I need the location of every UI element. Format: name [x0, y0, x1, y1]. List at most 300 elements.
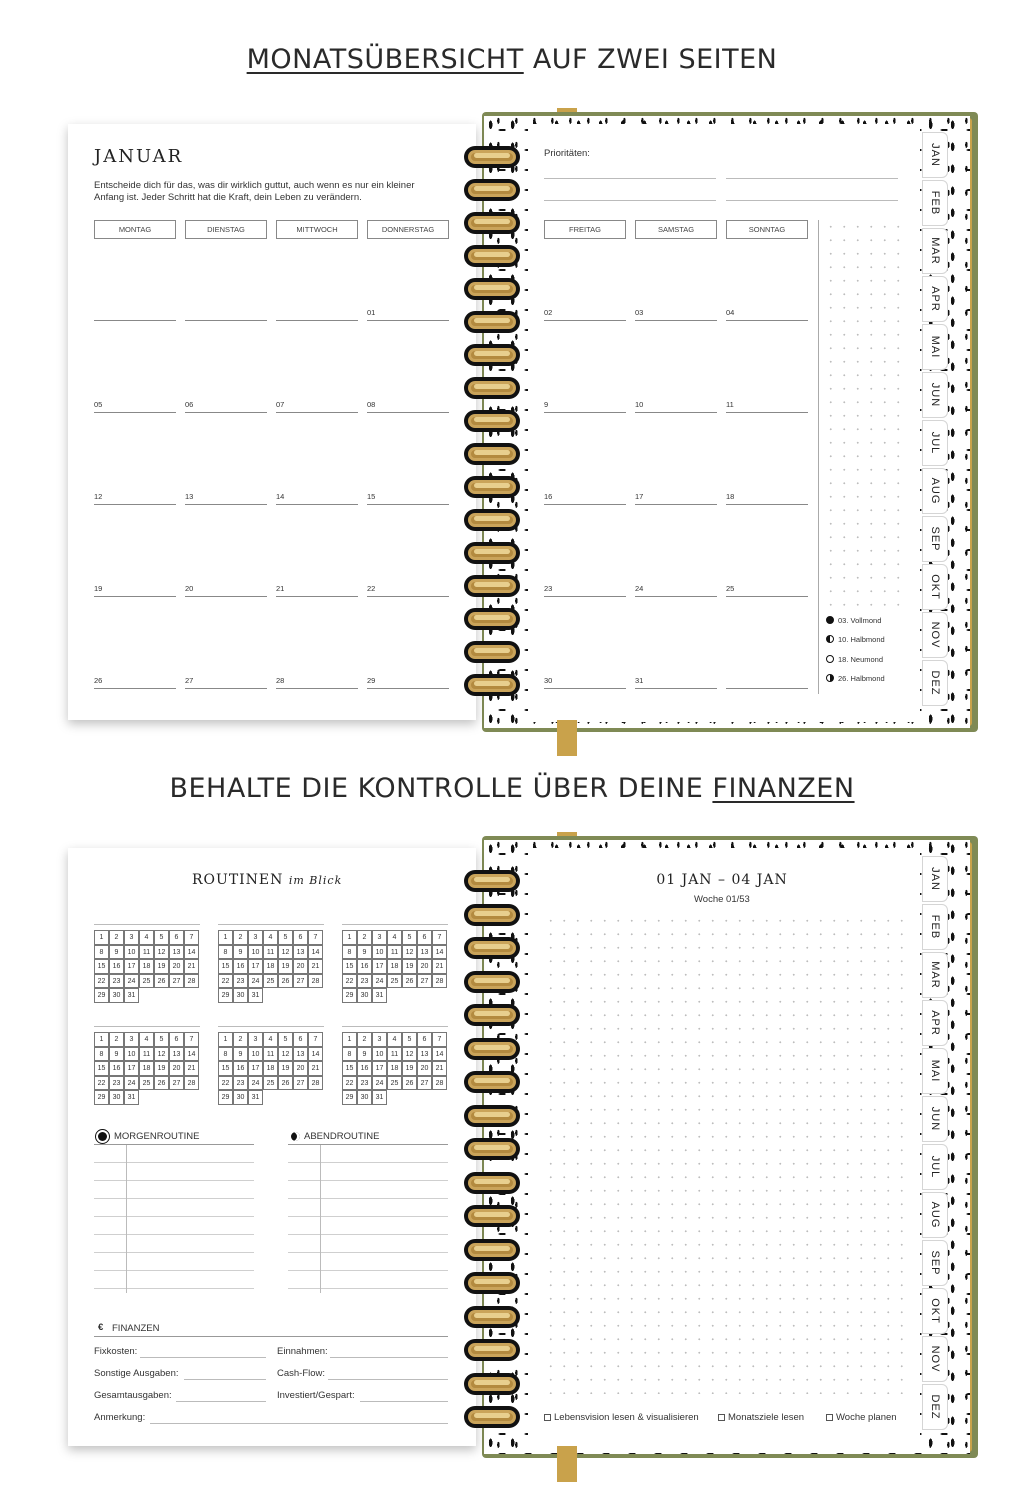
habit-day-cell[interactable]: 2 — [109, 1032, 124, 1047]
habit-day-cell[interactable]: 27 — [417, 1076, 432, 1091]
day-cell-line[interactable] — [94, 412, 176, 413]
day-cell-line[interactable] — [544, 412, 626, 413]
habit-day-cell[interactable]: 28 — [184, 974, 199, 989]
habit-day-cell[interactable]: 6 — [293, 1032, 308, 1047]
habit-day-cell[interactable]: 18 — [139, 959, 154, 974]
tab-jun[interactable]: JUN — [922, 1096, 948, 1142]
day-number: 11 — [726, 400, 734, 409]
habit-day-cell[interactable]: 24 — [372, 1076, 387, 1091]
habit-day-cell[interactable]: 23 — [357, 974, 372, 989]
dayhead-montag: MONTAG — [94, 220, 176, 239]
habit-day-cell[interactable]: 31 — [248, 1090, 263, 1105]
habit-day-cell[interactable]: 1 — [94, 930, 109, 945]
tab-jul[interactable]: JUL — [922, 420, 948, 466]
habit-day-cell[interactable]: 15 — [218, 1061, 233, 1076]
habit-day-cell[interactable]: 28 — [308, 1076, 323, 1091]
habit-day-cell[interactable]: 11 — [139, 1047, 154, 1062]
habit-day-cell[interactable]: 2 — [357, 930, 372, 945]
check-woche-planen[interactable]: Woche planen — [826, 1412, 897, 1423]
habit-day-cell[interactable]: 24 — [372, 974, 387, 989]
habit-day-cell[interactable]: 14 — [432, 945, 447, 960]
habit-title-line[interactable] — [218, 1026, 324, 1027]
day-cell-line[interactable] — [726, 412, 808, 413]
habit-day-cell[interactable]: 6 — [417, 1032, 432, 1047]
tab-apr[interactable]: APR — [922, 276, 948, 322]
habit-day-cell[interactable]: 3 — [248, 1032, 263, 1047]
habit-day-cell[interactable]: 11 — [139, 945, 154, 960]
habit-day-cell[interactable]: 25 — [387, 974, 402, 989]
habit-day-cell[interactable]: 6 — [293, 930, 308, 945]
day-number: 01 — [367, 308, 376, 317]
check-lebensvision[interactable]: Lebensvision lesen & visualisieren — [544, 1412, 699, 1423]
habit-day-cell[interactable]: 16 — [109, 959, 124, 974]
habit-day-cell[interactable]: 12 — [402, 1047, 417, 1062]
habit-day-cell[interactable]: 4 — [263, 930, 278, 945]
spiral-ring — [462, 179, 522, 201]
spiral-ring — [462, 344, 522, 366]
habit-day-cell[interactable]: 20 — [169, 1061, 184, 1076]
habit-day-cell[interactable]: 14 — [184, 1047, 199, 1062]
habit-day-cell[interactable]: 20 — [417, 1061, 432, 1076]
day-cell-line[interactable] — [635, 412, 717, 413]
habit-day-cell[interactable]: 5 — [278, 930, 293, 945]
habit-day-cell[interactable]: 6 — [169, 1032, 184, 1047]
day-cell-line[interactable] — [367, 320, 449, 321]
habit-day-cell[interactable]: 26 — [402, 1076, 417, 1091]
habit-title-line[interactable] — [342, 924, 448, 925]
habit-day-cell[interactable]: 14 — [308, 945, 323, 960]
tab-mar[interactable]: MAR — [922, 228, 948, 274]
habit-day-cell[interactable]: 2 — [109, 930, 124, 945]
habit-day-cell[interactable]: 29 — [342, 1090, 357, 1105]
habit-day-cell[interactable]: 30 — [357, 988, 372, 1003]
habit-day-cell[interactable]: 14 — [308, 1047, 323, 1062]
habit-day-cell[interactable]: 3 — [372, 930, 387, 945]
habit-tracker-grid[interactable] — [342, 930, 447, 1003]
habit-day-cell[interactable]: 22 — [342, 974, 357, 989]
habit-day-cell[interactable]: 9 — [233, 945, 248, 960]
tab-sep[interactable]: SEP — [922, 1240, 948, 1286]
habit-day-cell[interactable]: 10 — [248, 1047, 263, 1062]
habit-title-line[interactable] — [94, 1026, 200, 1027]
habit-day-cell[interactable]: 7 — [308, 930, 323, 945]
habit-day-cell[interactable]: 9 — [109, 1047, 124, 1062]
spiral-ring — [462, 443, 522, 465]
habit-day-cell[interactable]: 31 — [248, 988, 263, 1003]
day-number: 31 — [635, 676, 644, 685]
habit-day-cell[interactable]: 2 — [357, 1032, 372, 1047]
habit-day-cell[interactable]: 24 — [248, 974, 263, 989]
habit-day-cell[interactable]: 30 — [233, 988, 248, 1003]
habit-day-cell[interactable]: 13 — [417, 1047, 432, 1062]
day-cell-line[interactable] — [726, 320, 808, 321]
spiral-ring — [462, 937, 522, 959]
habit-day-cell[interactable]: 19 — [402, 1061, 417, 1076]
habit-day-cell[interactable]: 18 — [387, 959, 402, 974]
habit-day-cell[interactable]: 8 — [218, 945, 233, 960]
tab-okt[interactable]: OKT — [922, 1288, 948, 1334]
habit-day-cell[interactable]: 27 — [417, 974, 432, 989]
habit-day-cell[interactable]: 14 — [184, 945, 199, 960]
habit-day-cell[interactable]: 27 — [293, 1076, 308, 1091]
habit-day-cell[interactable]: 30 — [233, 1090, 248, 1105]
habit-title-line[interactable] — [94, 924, 200, 925]
day-cell-line[interactable] — [544, 688, 626, 689]
day-cell-line[interactable] — [367, 596, 449, 597]
day-number: 27 — [185, 676, 194, 685]
day-number: 24 — [635, 584, 644, 593]
tab-sep[interactable]: SEP — [922, 516, 948, 562]
habit-day-cell[interactable]: 11 — [263, 1047, 278, 1062]
day-cell-line[interactable] — [544, 504, 626, 505]
habit-day-cell[interactable]: 27 — [293, 974, 308, 989]
habit-day-cell[interactable]: 26 — [154, 1076, 169, 1091]
day-number: 22 — [367, 584, 376, 593]
habit-day-cell[interactable]: 19 — [154, 1061, 169, 1076]
habit-day-cell[interactable]: 6 — [169, 930, 184, 945]
habit-day-cell[interactable]: 30 — [109, 1090, 124, 1105]
habit-day-cell[interactable]: 22 — [94, 974, 109, 989]
spiral-ring — [462, 1272, 522, 1294]
habit-day-cell[interactable]: 10 — [372, 945, 387, 960]
day-cell-line[interactable] — [726, 504, 808, 505]
habit-day-cell[interactable]: 7 — [432, 930, 447, 945]
habit-tracker-grid[interactable] — [342, 1032, 447, 1105]
habit-day-cell[interactable]: 12 — [154, 1047, 169, 1062]
day-cell-line[interactable] — [367, 688, 449, 689]
habit-day-cell[interactable]: 28 — [308, 974, 323, 989]
habit-day-cell[interactable]: 26 — [278, 974, 293, 989]
habit-day-cell[interactable]: 17 — [372, 959, 387, 974]
habit-day-cell[interactable]: 21 — [432, 1061, 447, 1076]
habit-day-cell[interactable]: 26 — [154, 974, 169, 989]
tab-okt[interactable]: OKT — [922, 564, 948, 610]
day-cell-line[interactable] — [544, 320, 626, 321]
habit-day-cell[interactable]: 22 — [218, 974, 233, 989]
tab-aug[interactable]: AUG — [922, 468, 948, 514]
headline-finances — [0, 773, 1024, 804]
tab-jul[interactable]: JUL — [922, 1144, 948, 1190]
day-cell-line[interactable] — [94, 504, 176, 505]
habit-day-cell[interactable]: 21 — [432, 959, 447, 974]
spiral-ring — [462, 542, 522, 564]
habit-day-cell[interactable]: 28 — [432, 1076, 447, 1091]
habit-day-cell[interactable]: 17 — [248, 1061, 263, 1076]
tab-nov[interactable]: NOV — [922, 1336, 948, 1382]
habit-day-cell[interactable]: 21 — [308, 959, 323, 974]
dot-grid-notes — [824, 220, 904, 606]
habit-day-cell[interactable]: 5 — [154, 930, 169, 945]
habit-day-cell[interactable]: 30 — [109, 988, 124, 1003]
habit-day-cell[interactable]: 15 — [218, 959, 233, 974]
habit-day-cell[interactable]: 25 — [139, 1076, 154, 1091]
habit-day-cell[interactable]: 25 — [139, 974, 154, 989]
habit-day-cell[interactable]: 19 — [402, 959, 417, 974]
tab-aug[interactable]: AUG — [922, 1192, 948, 1238]
habit-day-cell[interactable]: 12 — [402, 945, 417, 960]
habit-day-cell[interactable]: 15 — [342, 1061, 357, 1076]
habit-day-cell[interactable]: 9 — [109, 945, 124, 960]
habit-day-cell[interactable]: 3 — [124, 930, 139, 945]
habit-day-cell[interactable]: 15 — [94, 959, 109, 974]
habit-day-cell[interactable]: 27 — [169, 974, 184, 989]
habit-day-cell[interactable]: 24 — [124, 1076, 139, 1091]
morning-routine-lines[interactable] — [94, 1145, 254, 1293]
habit-day-cell[interactable]: 13 — [169, 945, 184, 960]
habit-day-cell[interactable]: 21 — [184, 1061, 199, 1076]
habit-day-cell[interactable]: 20 — [169, 959, 184, 974]
habit-day-cell[interactable]: 14 — [432, 1047, 447, 1062]
habit-day-cell[interactable]: 26 — [278, 1076, 293, 1091]
day-number: 03 — [635, 308, 644, 317]
habit-day-cell[interactable]: 21 — [184, 959, 199, 974]
day-number: 04 — [726, 308, 735, 317]
finance-anmerkung: Anmerkung: — [94, 1412, 146, 1423]
habit-day-cell[interactable]: 23 — [233, 974, 248, 989]
habit-day-cell[interactable]: 23 — [357, 1076, 372, 1091]
routines-title-script: im Blick — [288, 874, 343, 887]
habit-day-cell[interactable]: 11 — [387, 1047, 402, 1062]
day-cell-line[interactable] — [367, 504, 449, 505]
habit-day-cell[interactable]: 25 — [263, 974, 278, 989]
habit-day-cell[interactable]: 24 — [248, 1076, 263, 1091]
habit-day-cell[interactable]: 3 — [248, 930, 263, 945]
spiral-ring — [462, 245, 522, 267]
habit-day-cell[interactable]: 29 — [218, 988, 233, 1003]
habit-day-cell[interactable]: 27 — [169, 1076, 184, 1091]
habit-day-cell[interactable]: 30 — [357, 1090, 372, 1105]
habit-day-cell[interactable]: 23 — [233, 1076, 248, 1091]
day-cell-line[interactable] — [94, 596, 176, 597]
tab-feb[interactable]: FEB — [922, 904, 948, 950]
day-cell-line[interactable] — [276, 320, 358, 321]
habit-day-cell[interactable]: 25 — [263, 1076, 278, 1091]
morning-routine-label: MORGENROUTINE — [114, 1131, 200, 1142]
habit-day-cell[interactable]: 9 — [357, 945, 372, 960]
tab-jun[interactable]: JUN — [922, 372, 948, 418]
tab-jan[interactable]: JAN — [922, 856, 948, 902]
day-number: 26 — [94, 676, 103, 685]
habit-day-cell[interactable]: 13 — [417, 945, 432, 960]
habit-day-cell[interactable]: 29 — [342, 988, 357, 1003]
habit-title-line[interactable] — [342, 1026, 448, 1027]
dayhead-dienstag: DIENSTAG — [185, 220, 267, 239]
moon-icon — [291, 1132, 300, 1141]
habit-day-cell[interactable]: 23 — [109, 1076, 124, 1091]
habit-day-cell[interactable]: 5 — [402, 1032, 417, 1047]
habit-day-cell[interactable]: 29 — [218, 1090, 233, 1105]
headline-underlined-word: MONATSÜBERSICHT — [246, 44, 524, 75]
habit-day-cell[interactable]: 22 — [342, 1076, 357, 1091]
day-cell-line[interactable] — [635, 320, 717, 321]
habit-day-cell[interactable]: 1 — [218, 930, 233, 945]
habit-day-cell[interactable]: 31 — [372, 1090, 387, 1105]
habit-day-cell[interactable]: 7 — [432, 1032, 447, 1047]
habit-day-cell[interactable]: 19 — [154, 959, 169, 974]
day-cell-line[interactable] — [94, 320, 176, 321]
day-cell-line[interactable] — [276, 412, 358, 413]
habit-day-cell[interactable]: 1 — [342, 1032, 357, 1047]
tab-mai[interactable]: MAI — [922, 1048, 948, 1094]
habit-day-cell[interactable]: 28 — [184, 1076, 199, 1091]
dayhead-samstag: SAMSTAG — [635, 220, 717, 239]
habit-day-cell[interactable]: 18 — [387, 1061, 402, 1076]
habit-day-cell[interactable]: 15 — [342, 959, 357, 974]
habit-day-cell[interactable]: 29 — [94, 1090, 109, 1105]
spiral-ring — [462, 278, 522, 300]
day-cell-line[interactable] — [635, 504, 717, 505]
habit-day-cell[interactable]: 3 — [124, 1032, 139, 1047]
habit-day-cell[interactable]: 17 — [124, 959, 139, 974]
dot-grid-week — [544, 914, 904, 1394]
tab-apr[interactable]: APR — [922, 1000, 948, 1046]
habit-day-cell[interactable]: 20 — [293, 959, 308, 974]
check-monatsziele[interactable]: Monatsziele lesen — [718, 1412, 804, 1423]
tab-mar[interactable]: MAR — [922, 952, 948, 998]
tab-jan[interactable]: JAN — [922, 132, 948, 178]
habit-day-cell[interactable]: 1 — [94, 1032, 109, 1047]
habit-day-cell[interactable]: 16 — [357, 959, 372, 974]
day-number: 15 — [367, 492, 376, 501]
habit-day-cell[interactable]: 2 — [233, 1032, 248, 1047]
habit-day-cell[interactable]: 12 — [154, 945, 169, 960]
habit-day-cell[interactable]: 19 — [278, 959, 293, 974]
headline-rest: BEHALTE DIE KONTROLLE ÜBER DEINE — [169, 773, 713, 804]
habit-day-cell[interactable]: 12 — [278, 945, 293, 960]
habit-day-cell[interactable]: 4 — [139, 1032, 154, 1047]
habit-day-cell[interactable]: 8 — [94, 945, 109, 960]
habit-day-cell[interactable]: 17 — [124, 1061, 139, 1076]
habit-day-cell[interactable]: 11 — [387, 945, 402, 960]
habit-day-cell[interactable]: 10 — [124, 945, 139, 960]
habit-day-cell[interactable]: 29 — [94, 988, 109, 1003]
habit-day-cell[interactable]: 16 — [357, 1061, 372, 1076]
habit-day-cell[interactable]: 16 — [233, 959, 248, 974]
spiral-ring — [462, 641, 522, 663]
day-cell-line[interactable] — [185, 688, 267, 689]
habit-day-cell[interactable]: 3 — [372, 1032, 387, 1047]
day-cell-line[interactable] — [635, 596, 717, 597]
day-cell-line[interactable] — [94, 688, 176, 689]
habit-day-cell[interactable]: 1 — [218, 1032, 233, 1047]
habit-day-cell[interactable]: 23 — [109, 974, 124, 989]
habit-day-cell[interactable]: 6 — [417, 930, 432, 945]
day-cell-line[interactable] — [276, 596, 358, 597]
spiral-ring — [462, 476, 522, 498]
day-cell-line[interactable] — [185, 504, 267, 505]
evening-routine-lines[interactable] — [288, 1145, 448, 1293]
sun-icon — [98, 1132, 107, 1141]
tab-nov[interactable]: NOV — [922, 612, 948, 658]
habit-day-cell[interactable]: 18 — [139, 1061, 154, 1076]
habit-day-cell[interactable]: 7 — [308, 1032, 323, 1047]
habit-tracker-grid[interactable] — [94, 1032, 199, 1105]
habit-day-cell[interactable]: 15 — [94, 1061, 109, 1076]
habit-day-cell[interactable]: 7 — [184, 1032, 199, 1047]
habit-day-cell[interactable]: 16 — [233, 1061, 248, 1076]
habit-day-cell[interactable]: 4 — [387, 930, 402, 945]
habit-day-cell[interactable]: 12 — [278, 1047, 293, 1062]
habit-tracker-grid[interactable] — [94, 930, 199, 1003]
spiral-ring — [462, 1373, 522, 1395]
day-number: 08 — [367, 400, 376, 409]
habit-day-cell[interactable]: 22 — [94, 1076, 109, 1091]
habit-day-cell[interactable]: 21 — [308, 1061, 323, 1076]
day-cell-line[interactable] — [185, 596, 267, 597]
habit-day-cell[interactable]: 16 — [109, 1061, 124, 1076]
spiral-ring — [462, 608, 522, 630]
habit-day-cell[interactable]: 4 — [387, 1032, 402, 1047]
habit-day-cell[interactable]: 8 — [342, 945, 357, 960]
habit-day-cell[interactable]: 17 — [372, 1061, 387, 1076]
habit-day-cell[interactable]: 2 — [233, 930, 248, 945]
habit-day-cell[interactable]: 25 — [387, 1076, 402, 1091]
habit-day-cell[interactable]: 8 — [342, 1047, 357, 1062]
day-cell-line[interactable] — [185, 412, 267, 413]
habit-day-cell[interactable]: 24 — [124, 974, 139, 989]
habit-day-cell[interactable]: 31 — [124, 988, 139, 1003]
day-cell-line[interactable] — [726, 596, 808, 597]
day-cell-line[interactable] — [185, 320, 267, 321]
habit-day-cell[interactable]: 13 — [293, 945, 308, 960]
habit-day-cell[interactable]: 31 — [124, 1090, 139, 1105]
habit-day-cell[interactable]: 8 — [218, 1047, 233, 1062]
habit-day-cell[interactable]: 9 — [233, 1047, 248, 1062]
habit-day-cell[interactable]: 10 — [124, 1047, 139, 1062]
tab-dez[interactable]: DEZ — [922, 660, 948, 706]
habit-day-cell[interactable]: 5 — [402, 930, 417, 945]
habit-tracker-grid[interactable] — [218, 1032, 323, 1105]
habit-day-cell[interactable]: 18 — [263, 959, 278, 974]
habit-day-cell[interactable]: 20 — [293, 1061, 308, 1076]
habit-day-cell[interactable]: 28 — [432, 974, 447, 989]
day-cell-line[interactable] — [726, 688, 808, 689]
habit-day-cell[interactable]: 11 — [263, 945, 278, 960]
habit-day-cell[interactable]: 10 — [248, 945, 263, 960]
habit-day-cell[interactable]: 10 — [372, 1047, 387, 1062]
habit-day-cell[interactable]: 18 — [263, 1061, 278, 1076]
tab-dez[interactable]: DEZ — [922, 1384, 948, 1430]
habit-day-cell[interactable]: 4 — [263, 1032, 278, 1047]
habit-day-cell[interactable]: 20 — [417, 959, 432, 974]
tab-feb[interactable]: FEB — [922, 180, 948, 226]
day-number: 12 — [94, 492, 103, 501]
habit-day-cell[interactable]: 31 — [372, 988, 387, 1003]
habit-day-cell[interactable]: 8 — [94, 1047, 109, 1062]
day-cell-line[interactable] — [544, 596, 626, 597]
habit-day-cell[interactable]: 17 — [248, 959, 263, 974]
habit-day-cell[interactable]: 13 — [169, 1047, 184, 1062]
day-cell-line[interactable] — [635, 688, 717, 689]
habit-day-cell[interactable]: 13 — [293, 1047, 308, 1062]
habit-day-cell[interactable]: 5 — [154, 1032, 169, 1047]
habit-day-cell[interactable]: 9 — [357, 1047, 372, 1062]
spiral-ring — [462, 1038, 522, 1060]
tab-mai[interactable]: MAI — [922, 324, 948, 370]
habit-day-cell[interactable]: 5 — [278, 1032, 293, 1047]
day-cell-line[interactable] — [276, 688, 358, 689]
habit-day-cell[interactable]: 22 — [218, 1076, 233, 1091]
habit-day-cell[interactable]: 4 — [139, 930, 154, 945]
habit-title-line[interactable] — [218, 924, 324, 925]
habit-day-cell[interactable]: 1 — [342, 930, 357, 945]
day-cell-line[interactable] — [367, 412, 449, 413]
day-cell-line[interactable] — [276, 504, 358, 505]
habit-day-cell[interactable]: 7 — [184, 930, 199, 945]
habit-day-cell[interactable]: 19 — [278, 1061, 293, 1076]
habit-day-cell[interactable]: 26 — [402, 974, 417, 989]
habit-tracker-grid[interactable] — [218, 930, 323, 1003]
